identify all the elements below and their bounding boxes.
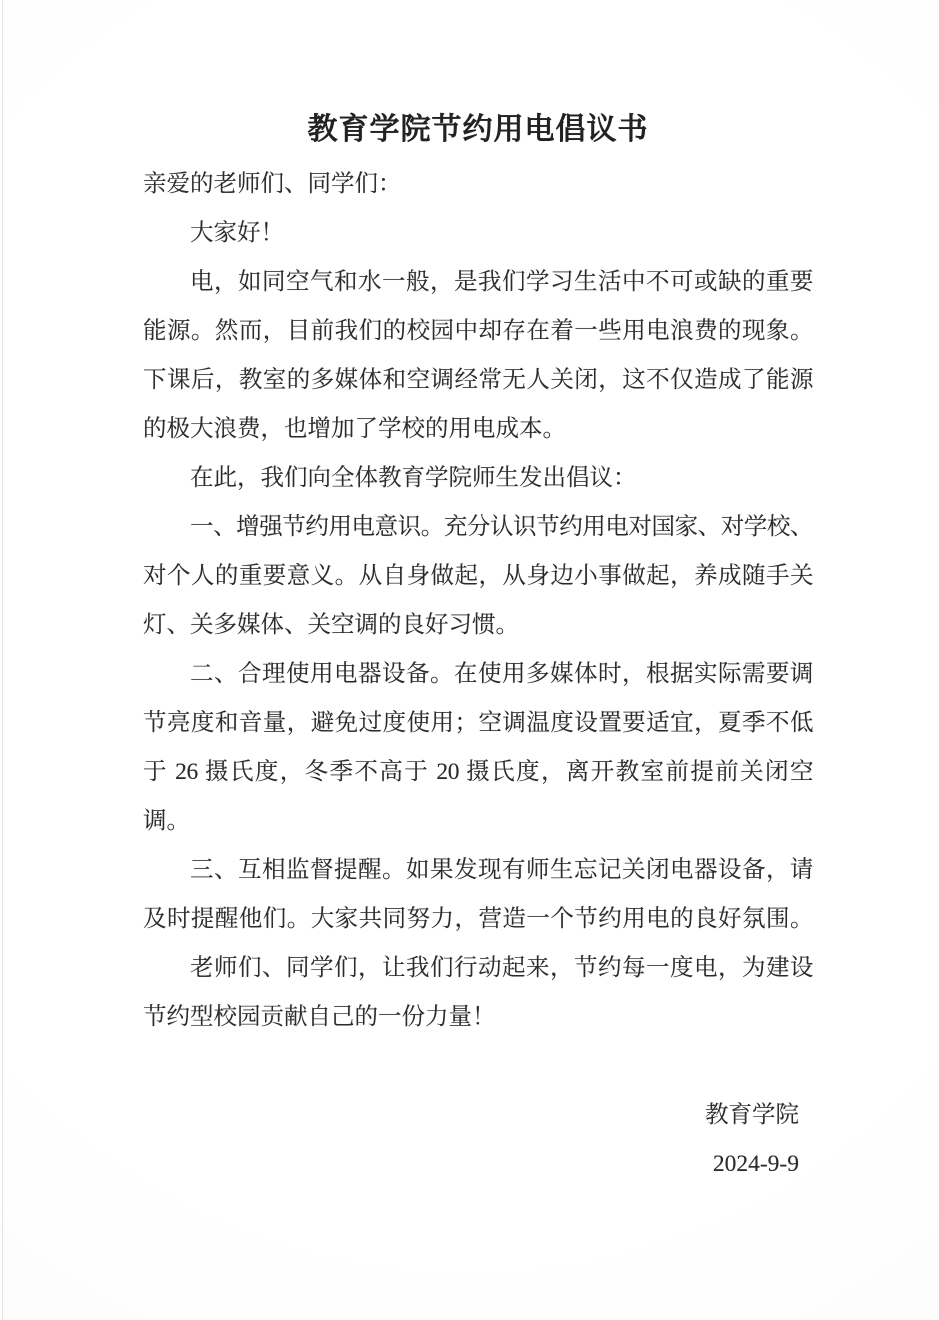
signature: 教育学院 <box>705 1102 799 1128</box>
body-line: 的极大浪费，也增加了学校的用电成本。 <box>143 416 566 442</box>
date: 2024-9-9 <box>712 1151 799 1177</box>
body-line: 电，如同空气和水一般，是我们学习生活中不可或缺的重要 <box>190 269 813 295</box>
signature-block <box>143 1091 813 1189</box>
body-line: 及时提醒他们。大家共同努力，营造一个节约用电的良好氛围。 <box>143 906 813 932</box>
document-content <box>143 105 813 1189</box>
body-line: 一、增强节约用电意识。充分认识节约用电对国家、对学校、 <box>190 514 813 540</box>
paper-edge <box>2 0 3 1320</box>
body-line: 能源。然而，目前我们的校园中却存在着一些用电浪费的现象。 <box>143 318 813 344</box>
body-line: 节约型校园贡献自己的一份力量！ <box>143 1004 496 1030</box>
body-line: 对个人的重要意义。从自身做起，从身边小事做起，养成随手关 <box>143 563 813 589</box>
body-line: 二、合理使用电器设备。在使用多媒体时，根据实际需要调 <box>190 661 813 687</box>
body-line: 大家好！ <box>190 220 284 246</box>
body-line: 调。 <box>143 808 190 834</box>
document-body <box>143 160 813 1042</box>
body-line: 于 26 摄氏度，冬季不高于 20 摄氏度，离开教室前提前关闭空 <box>143 759 813 785</box>
body-line: 老师们、同学们，让我们行动起来，节约每一度电，为建设 <box>190 955 813 981</box>
body-line: 在此，我们向全体教育学院师生发出倡议： <box>190 465 637 491</box>
body-line: 三、互相监督提醒。如果发现有师生忘记关闭电器设备，请 <box>190 857 813 883</box>
document-title: 教育学院节约用电倡议书 <box>307 113 649 146</box>
body-line: 亲爱的老师们、同学们： <box>143 171 402 197</box>
body-line: 灯、关多媒体、关空调的良好习惯。 <box>143 612 519 638</box>
body-line: 节亮度和音量，避免过度使用；空调温度设置要适宜，夏季不低 <box>143 710 813 736</box>
body-line: 下课后，教室的多媒体和空调经常无人关闭，这不仅造成了能源 <box>143 367 813 393</box>
